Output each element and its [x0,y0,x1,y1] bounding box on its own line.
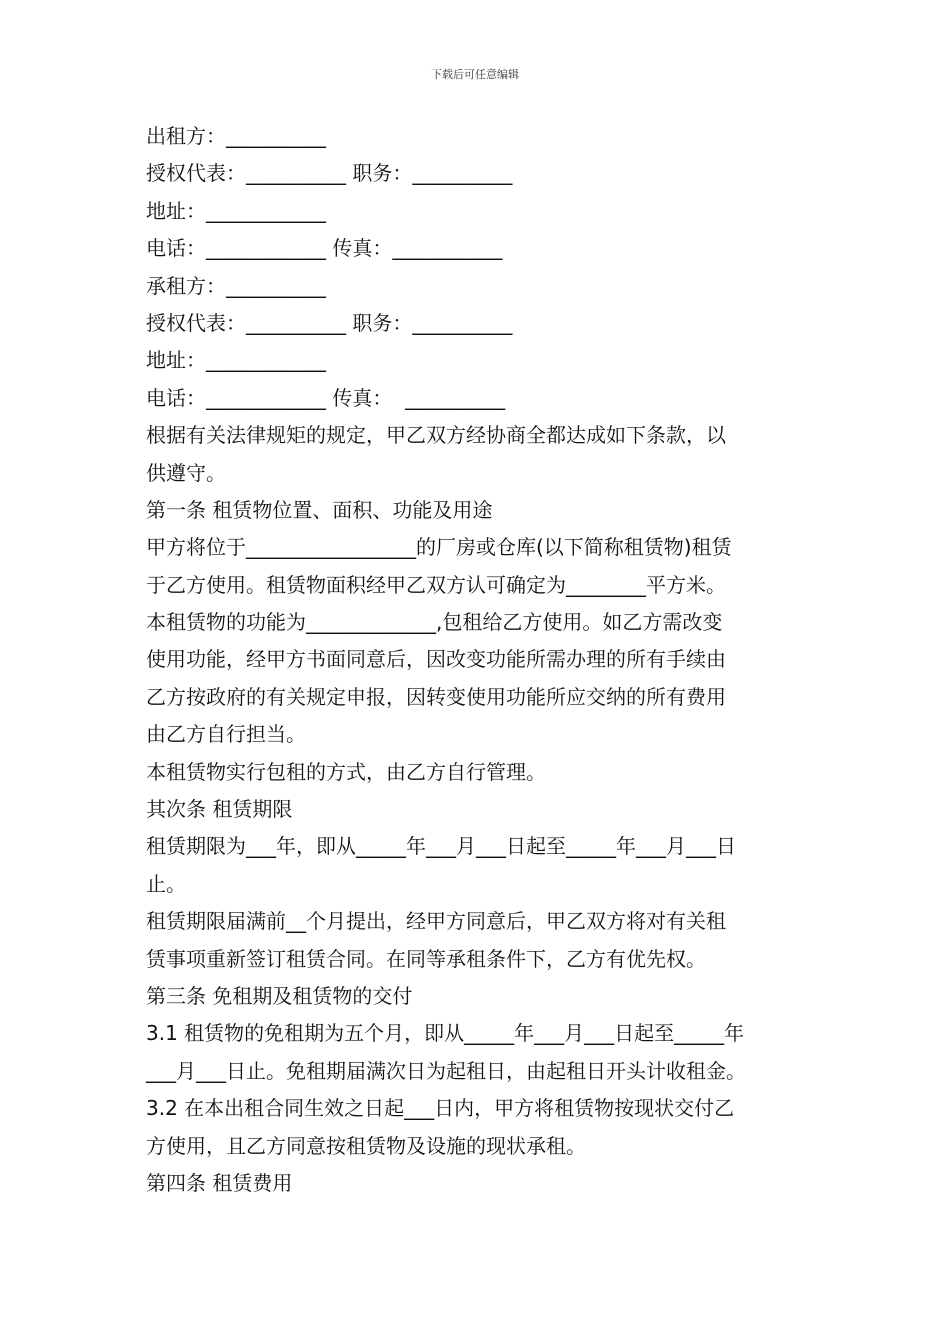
article-4-heading: 第四条 租赁费用 [146,1170,293,1195]
article-1-heading: 第一条 租赁物位置、面积、功能及用途 [146,497,493,522]
article-2-line-1: 租赁期限为___年，即从_____年___月___日起至_____年___月___日 [146,834,736,859]
article-1-line-7: 本租赁物实行包租的方式，由乙方自行管理。 [146,759,546,784]
lessor-representative-line: 授权代表：__________ 职务：__________ [146,161,513,186]
lessor-line: 出租方：__________ [146,124,326,148]
article-3-heading: 第三条 免租期及租赁物的交付 [146,983,413,1008]
article-2-line-4: 赁事项重新签订租赁合同。在同等承租条件下，乙方有优先权。 [146,946,706,971]
article-1-line-6: 由乙方自行担当。 [146,722,306,747]
lessor-address-line: 地址：____________ [146,198,326,223]
preamble-line-2: 供遵守。 [146,460,226,485]
article-3-line-3: 3.2 在本出租合同生效之日起___日内，甲方将租赁物按现状交付乙 [146,1096,735,1121]
article-1-line-2: 于乙方使用。租赁物面积经甲乙双方认可确定为________平方米。 [146,572,726,597]
article-1-line-3: 本租赁物的功能为_____________,包租给乙方使用。如乙方需改变 [146,610,723,635]
contract-body [146,118,810,1202]
preamble-line-1: 根据有关法律规矩的规定，甲乙双方经协商全都达成如下条款，以 [146,423,726,448]
article-3-line-2: ___月___日止。免租期届满次日为起租日，由起租日开头计收租金。 [146,1058,746,1083]
lessee-phone-line: 电话：____________ 传真： __________ [146,385,506,410]
lessee-address-line: 地址：____________ [146,348,326,373]
lessee-line: 承租方：__________ [146,273,326,298]
article-1-line-4: 使用功能，经甲方书面同意后，因改变功能所需办理的所有手续由 [146,647,726,672]
lessor-phone-line: 电话：____________ 传真：___________ [146,236,503,261]
page-header-note: 下载后可任意编辑 [431,68,519,81]
article-3-line-1: 3.1 租赁物的免租期为五个月，即从_____年___月___日起至_____年 [146,1021,745,1046]
lessee-representative-line: 授权代表：__________ 职务：__________ [146,310,513,335]
article-2-line-3: 租赁期限届满前__个月提出，经甲方同意后，甲乙双方将对有关租 [146,909,726,934]
article-2-line-2: 止。 [146,871,186,896]
article-1-line-5: 乙方按政府的有关规定申报，因转变使用功能所应交纳的所有费用 [146,684,726,709]
article-2-heading: 其次条 租赁期限 [146,797,293,822]
article-1-line-1: 甲方将位于_________________的厂房或仓库(以下简称租赁物)租赁 [146,535,732,560]
article-3-line-4: 方使用，且乙方同意按租赁物及设施的现状承租。 [146,1133,586,1158]
